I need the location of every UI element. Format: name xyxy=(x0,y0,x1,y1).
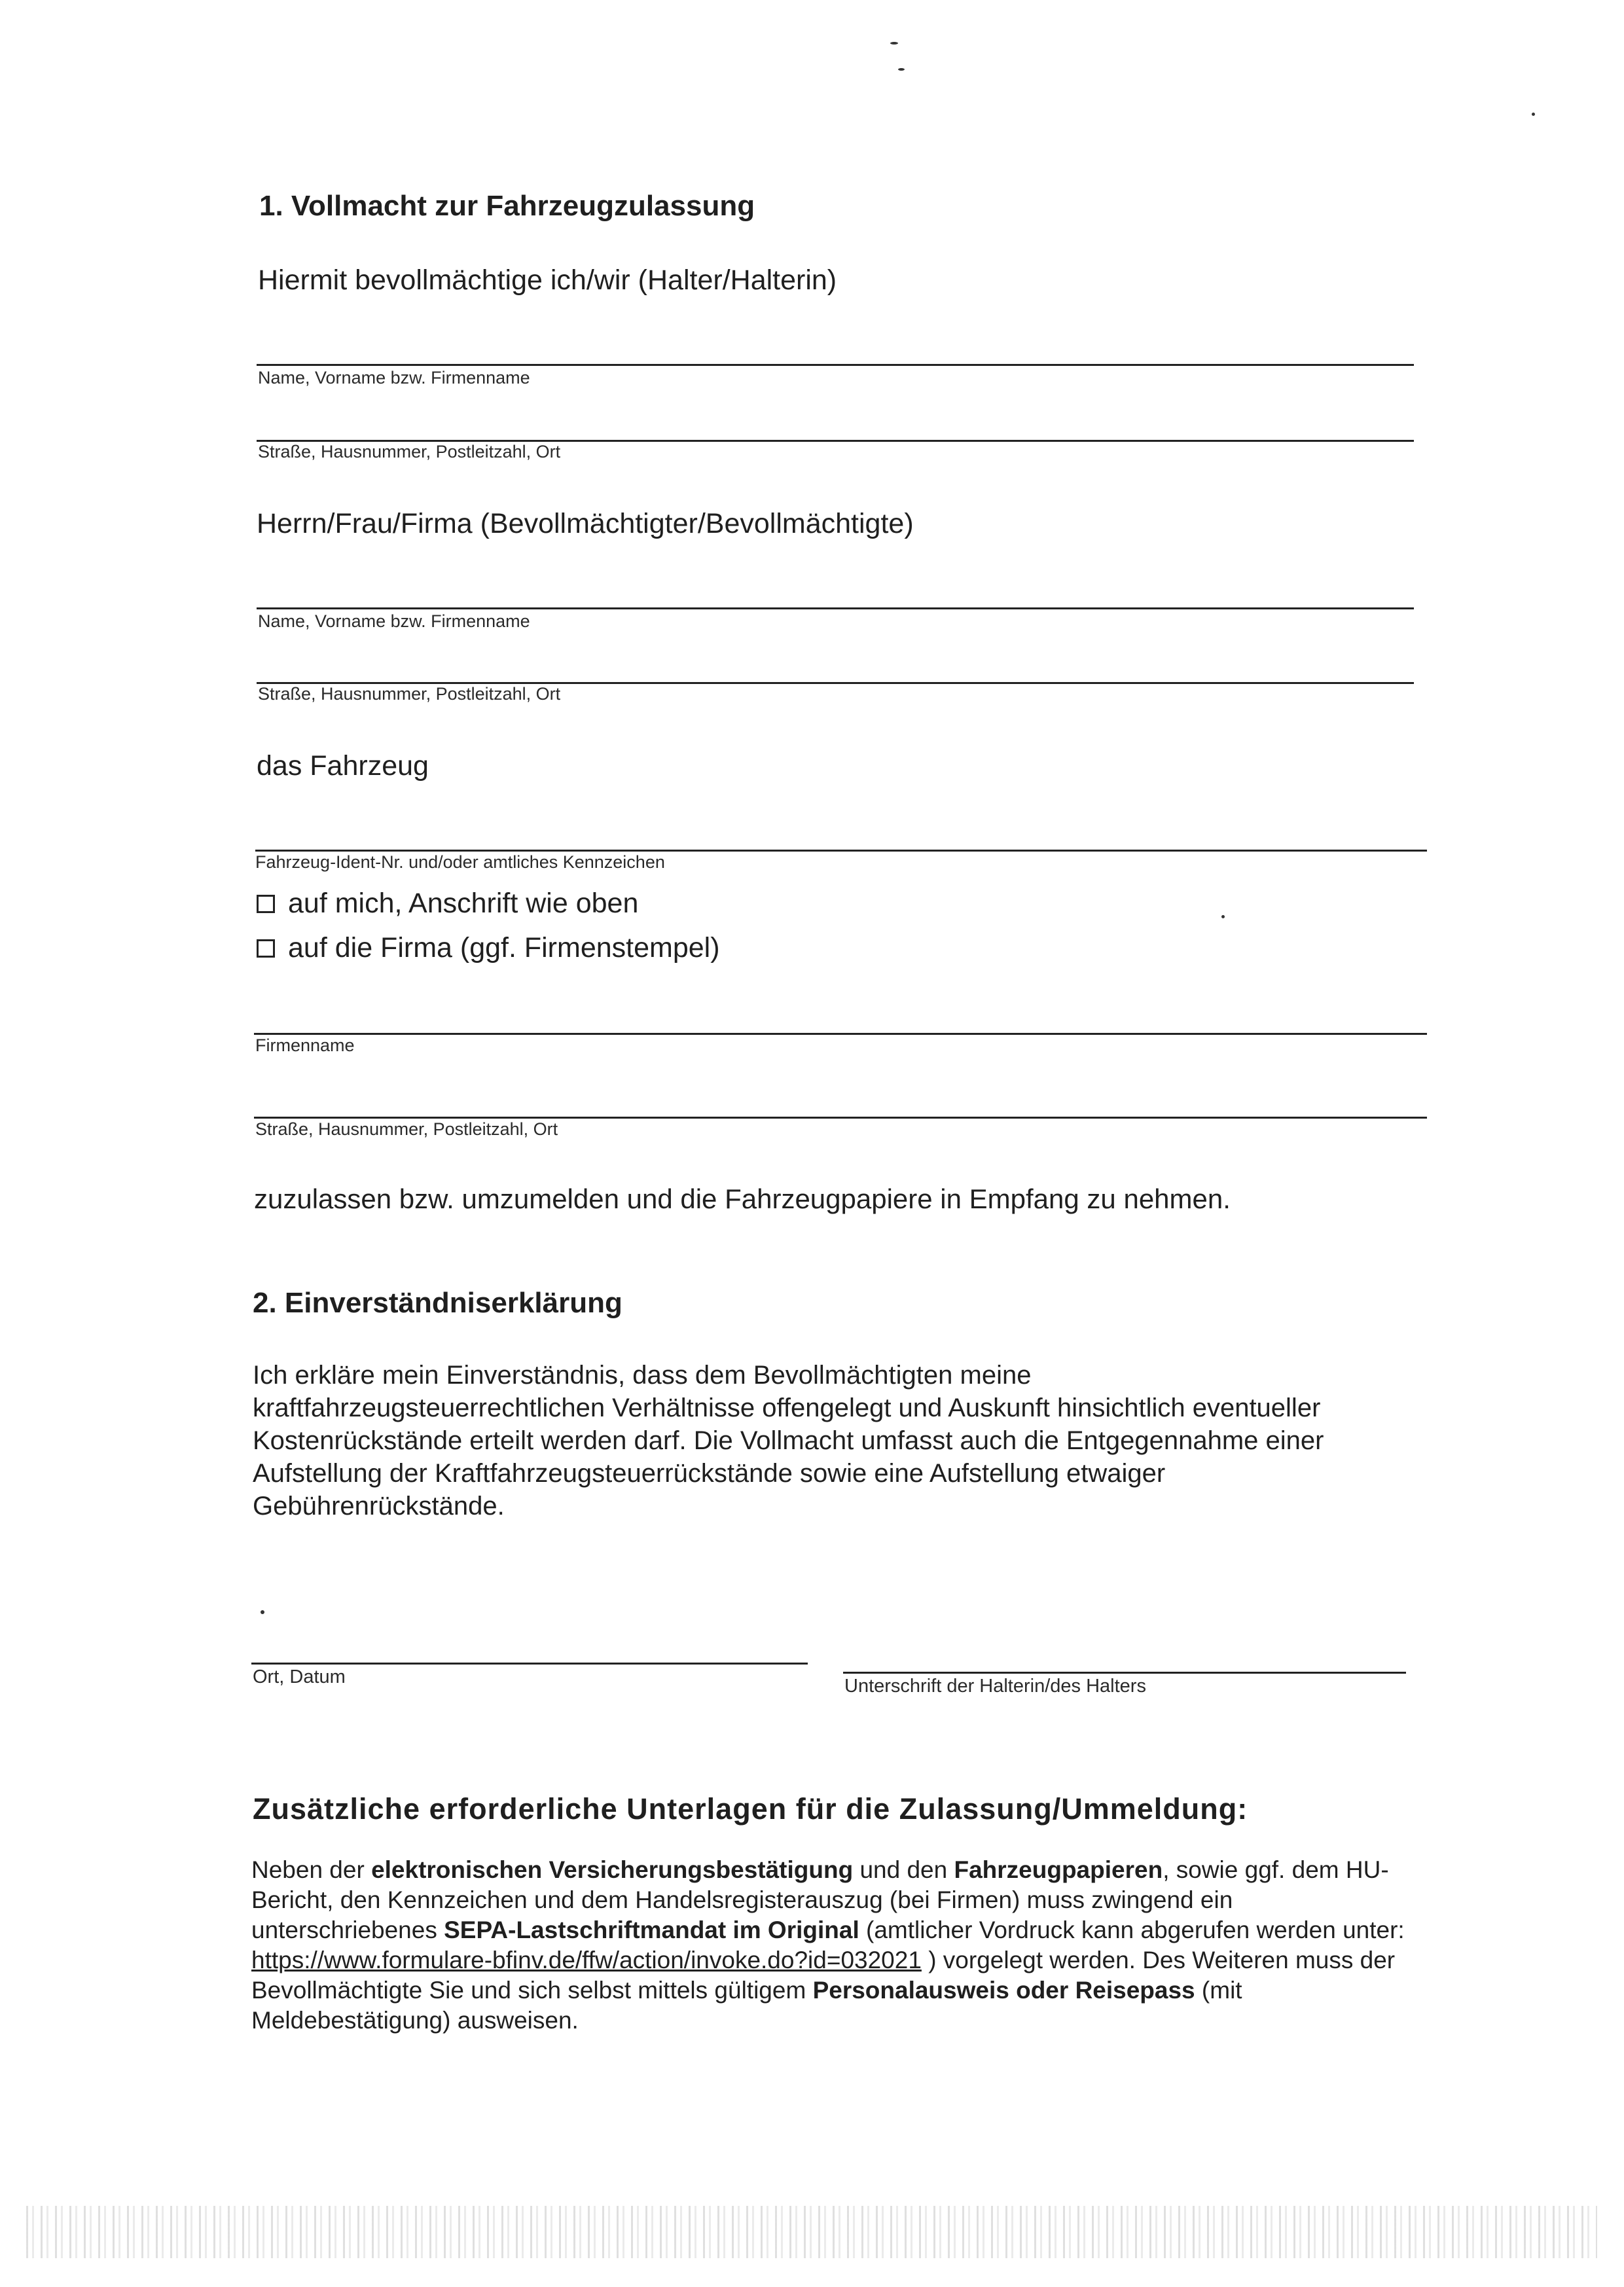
vehicle-label: Fahrzeug-Ident-Nr. und/oder amtliches Kennzeichen xyxy=(255,852,665,872)
firm-name-label: Firmenname xyxy=(255,1035,355,1055)
signature-line[interactable] xyxy=(843,1672,1406,1674)
option-company[interactable] xyxy=(257,932,720,964)
req-bold-sepa: SEPA-Lastschriftmandat im Original xyxy=(444,1917,859,1943)
requirements-text xyxy=(251,1855,1423,2036)
req-bold-papers: Fahrzeugpapieren xyxy=(954,1856,1163,1883)
consent-text xyxy=(253,1359,1431,1522)
scan-speck xyxy=(1221,915,1225,918)
req-text-5: ) vorgelegt werden. Des Weiteren muss der Bevollmächtigte Sie und sich selbst mittels gültigem xyxy=(251,1947,1396,2004)
closing-text: zuzulassen bzw. umzumelden und die Fahrzeugpapiere in Empfang zu nehmen. xyxy=(254,1183,1231,1214)
req-text-3: , sowie ggf. dem HU-Bericht, den Kennzeichen und dem Handelsregisterauszug (bei Firmen) muss zwingend ein unterschriebenes xyxy=(251,1856,1389,1943)
scan-speck xyxy=(1532,113,1535,116)
option-self-label: auf mich, Anschrift wie oben xyxy=(288,888,639,919)
consent-line-1: Ich erkläre mein Einverständnis, dass dem Bevollmächtigten meine xyxy=(253,1361,1032,1390)
form-download-link[interactable]: https://www.formulare-bfinv.de/ffw/action/invoke.do?id=032021 xyxy=(251,1947,922,1973)
vehicle-line[interactable] xyxy=(255,850,1427,852)
bevollmaechtigter-intro: Herrn/Frau/Firma (Bevollmächtigter/Bevollmächtigte) xyxy=(257,508,914,539)
firm-address-label: Straße, Hausnummer, Postleitzahl, Ort xyxy=(255,1119,558,1139)
scan-speck xyxy=(890,42,898,45)
section-2-title: 2. Einverständniserklärung xyxy=(253,1287,623,1319)
halter-intro: Hiermit bevollmächtige ich/wir (Halter/Halterin) xyxy=(258,264,837,296)
option-self[interactable] xyxy=(257,888,638,920)
place-date-line[interactable] xyxy=(251,1663,808,1665)
bev-name-line[interactable] xyxy=(257,607,1414,609)
req-bold-id: Personalausweis oder Reisepass xyxy=(812,1977,1195,2004)
bev-name-label: Name, Vorname bzw. Firmenname xyxy=(258,611,530,631)
firm-name-line[interactable] xyxy=(254,1033,1427,1035)
req-text-4: (amtlicher Vordruck kann abgerufen werden unter: xyxy=(859,1917,1405,1943)
halter-name-label: Name, Vorname bzw. Firmenname xyxy=(258,368,530,387)
req-text-2: und den xyxy=(853,1856,954,1883)
scan-noise-bottom xyxy=(26,2206,1597,2258)
signature-label: Unterschrift der Halterin/des Halters xyxy=(844,1676,1146,1697)
consent-line-5: Gebührenrückstände. xyxy=(253,1492,505,1521)
req-text-6: (mit Meldebestätigung) ausweisen. xyxy=(251,1977,1242,2034)
consent-line-4: Aufstellung der Kraftfahrzeugsteuerrückstände sowie eine Aufstellung etwaiger xyxy=(253,1459,1166,1488)
section-3-title: Zusätzliche erforderliche Unterlagen für die Zulassung/Ummeldung: xyxy=(253,1792,1248,1826)
vehicle-intro: das Fahrzeug xyxy=(257,750,429,782)
bev-address-label: Straße, Hausnummer, Postleitzahl, Ort xyxy=(258,684,561,704)
halter-name-line[interactable] xyxy=(257,364,1414,366)
req-text-1: Neben der xyxy=(251,1856,372,1883)
option-company-label: auf die Firma (ggf. Firmenstempel) xyxy=(288,932,720,963)
halter-address-label: Straße, Hausnummer, Postleitzahl, Ort xyxy=(258,442,561,461)
consent-line-3: Kostenrückstände erteilt werden darf. Die Vollmacht umfasst auch die Entgegennahme einer xyxy=(253,1426,1324,1455)
consent-line-2: kraftfahrzeugsteuerrechtlichen Verhältnisse offengelegt und Auskunft hinsichtlich eventueller xyxy=(253,1394,1321,1422)
place-date-label: Ort, Datum xyxy=(253,1666,346,1687)
checkbox-company[interactable] xyxy=(257,939,275,958)
firm-address-line[interactable] xyxy=(254,1117,1427,1119)
section-1-title: 1. Vollmacht zur Fahrzeugzulassung xyxy=(259,190,755,222)
scan-speck xyxy=(261,1610,264,1614)
req-bold-insurance: elektronischen Versicherungsbestätigung xyxy=(371,1856,854,1883)
scan-speck xyxy=(898,68,905,71)
checkbox-self[interactable] xyxy=(257,895,275,913)
